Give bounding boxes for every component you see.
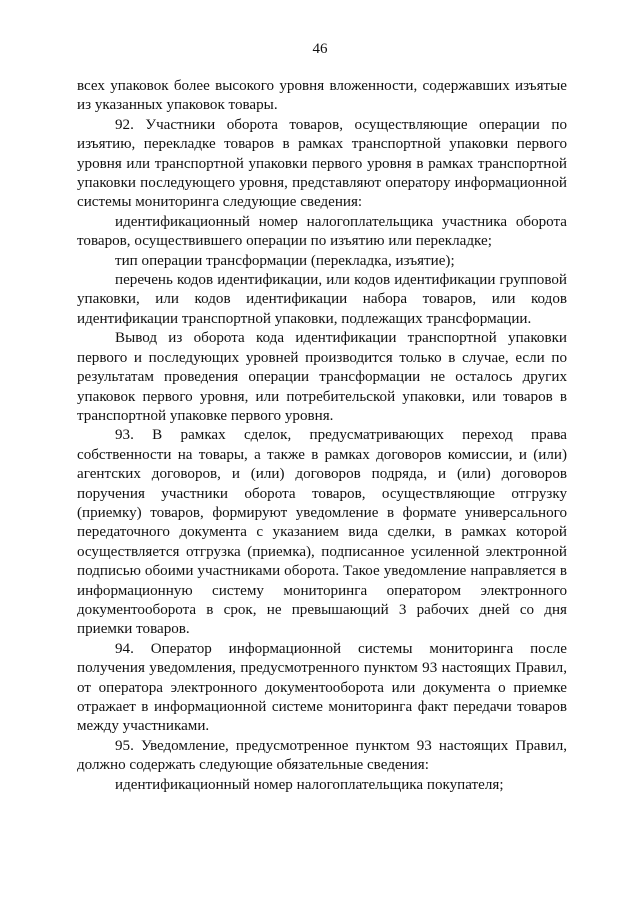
page-number: 46 <box>312 41 328 57</box>
paragraph: перечень кодов идентификации, или кодов идентификации групповой упаковки, или кодов идентификации набора товаров, или кодов идентификации транспортной упаковки, подлежащих трансформации. <box>77 272 567 327</box>
paragraph: 93. В рамках сделок, предусматривающих переход права собственности на товары, а также в рамках договоров комиссии, и (или) агентских договоров, и (или) договоров подряда, и (или) договоров поручения участники оборота товаров, осуществляющие отгрузку (приемку) товаров, формируют уведомление в формате универсального передаточного документа с указанием вида сделки, в рамках которой осуществляется отгрузка (приемка), подписанное усиленной электронной подписью обоими участниками оборота. Такое уведомление направляется в информационную систему мониторинга оператором электронного документооборота в срок, не превышающий 3 рабочих дней со дня приемки товаров. <box>77 427 567 638</box>
paragraph: идентификационный номер налогоплательщика покупателя; <box>115 776 504 793</box>
paragraph: всех упаковок более высокого уровня вложенности, содержавших изъятые из указанных упаковок товары. <box>77 78 567 114</box>
paragraph: 95. Уведомление, предусмотренное пунктом 93 настоящих Правил, должно содержать следующие обязательные сведения: <box>77 737 567 774</box>
paragraph: Вывод из оборота кода идентификации транспортной упаковки первого и последующих уровней производится только в случае, если по результатам проведения операции трансформации не осталось других упаковок первого уровня, или потребительской упаковки, или товаров в транспортной упаковке первого уровня. <box>77 330 567 424</box>
paragraph: 92. Участники оборота товаров, осуществляющие операции по изъятию, перекладке товаров в рамках транспортной упаковки первого уровня или транспортной упаковки первого уровня в рамках транспортной упаковки последующего уровня, представляют оператору информационной системы мониторинга следующие сведения: <box>77 116 567 211</box>
paragraph: 94. Оператор информационной системы мониторинга после получения уведомления, предусмотренного пунктом 93 настоящих Правил, от оператора электронного документооборота или документа о приемке отражает в информационной системе мониторинга факт передачи товаров между участниками. <box>77 640 567 735</box>
paragraph: тип операции трансформации (перекладка, изъятие); <box>115 252 455 269</box>
paragraph: идентификационный номер налогоплательщика участника оборота товаров, осуществившего операции по изъятию или перекладке; <box>77 213 567 250</box>
body-text <box>77 77 567 795</box>
